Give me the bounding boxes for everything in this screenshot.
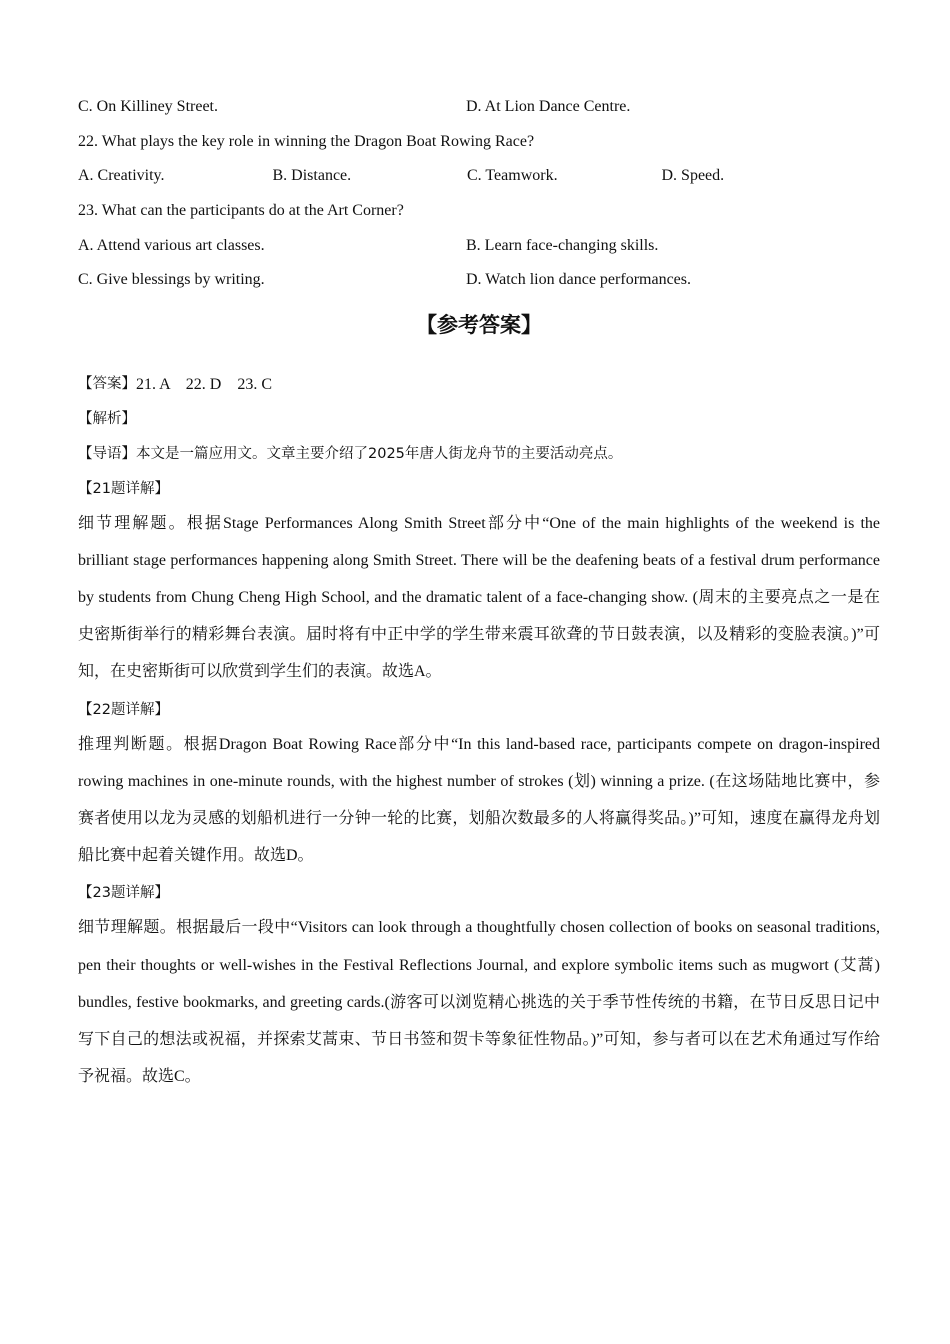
q23-option-b: B. Learn face-changing skills. [466, 236, 659, 254]
answer-label: 【答案】 [78, 375, 136, 392]
q23-option-c: C. Give blessings by writing. [78, 271, 265, 289]
q22-detail-text: 推理判断题。根据Dragon Boat Rowing Race部分中“In this land-based race, participants compete on dragon-inspired rowing machines in one-minute rounds, with the highest number of strokes (划) winning a prize. (在这场陆地比赛中，参赛者使用以龙为灵感的划船机进行一分钟一轮的比赛，划船次数最多的人将赢得奖品。)”可知，速度在赢得龙舟划船比赛中起着关键作用。故选D。 [78, 735, 880, 865]
q21-detail-text: 细节理解题。根据Stage Performances Along Smith Street部分中“One of the main highlights of the weekend is the brilliant stage performances happening along Smith Street. There will be the deafening beats of a festival drum performance by students from Chung Cheng High School, and the dramatic talent of a face-changing show. (周末的主要亮点之一是在史密斯街举行的精彩舞台表演。届时将有中正中学的学生带来震耳欲聋的节日鼓表演，以及精彩的变脸表演。)”可知，在史密斯街可以欣赏到学生们的表演。故选A。 [78, 514, 880, 681]
intro-label: 【导语】 [78, 445, 136, 462]
q22-detail-label: 【22题详解】 [78, 701, 169, 718]
q21-options-row [78, 90, 880, 125]
q22-stem: 22. What plays the key role in winning the Dragon Boat Rowing Race? [78, 132, 535, 150]
q21-option-c: C. On Killiney Street. [78, 98, 218, 116]
q21-option-d: D. At Lion Dance Centre. [466, 98, 631, 116]
q23-options-row-1 [78, 228, 880, 263]
intro-text: 本文是一篇应用文。文章主要介绍了2025年唐人街龙舟节的主要活动亮点。 [136, 445, 623, 462]
analysis-label: 【解析】 [78, 410, 136, 427]
q22-options-row [78, 159, 880, 194]
q23-options-row-2 [78, 263, 880, 298]
answer-values: 21. A 22. D 23. C [136, 375, 273, 393]
q23-detail-text: 细节理解题。根据最后一段中“Visitors can look through a thoughtfully chosen collection of books on seasonal traditions, pen their thoughts or well-wishes in the Festival Reflections Journal, and explore symbolic items such as mugwort (艾蒿) bundles, festive bookmarks, and greeting cards.(游客可以浏览精心挑选的关于季节性传统的书籍，在节日反思日记中写下自己的想法或祝福，并探索艾蒿束、节日书签和贺卡等象征性物品。)”可知，参与者可以在艺术角通过写作给予祝福。故选C。 [78, 919, 880, 1086]
answer-heading: 【参考答案】 [416, 312, 542, 337]
q23-option-d: D. Watch lion dance performances. [466, 271, 691, 289]
document-page [78, 90, 880, 1095]
intro-line [78, 435, 880, 470]
answer-line [78, 365, 880, 400]
q23-stem: 23. What can the participants do at the Art Corner? [78, 202, 404, 220]
q23-option-a: A. Attend various art classes. [78, 236, 265, 254]
q22-option-a: A. Creativity. [78, 167, 165, 185]
q22-option-b: B. Distance. [272, 167, 352, 185]
q23-detail-label: 【23题详解】 [78, 885, 169, 902]
q21-detail-label: 【21题详解】 [78, 480, 169, 497]
q22-option-d: D. Speed. [661, 167, 725, 185]
q22-option-c: C. Teamwork. [467, 167, 558, 185]
